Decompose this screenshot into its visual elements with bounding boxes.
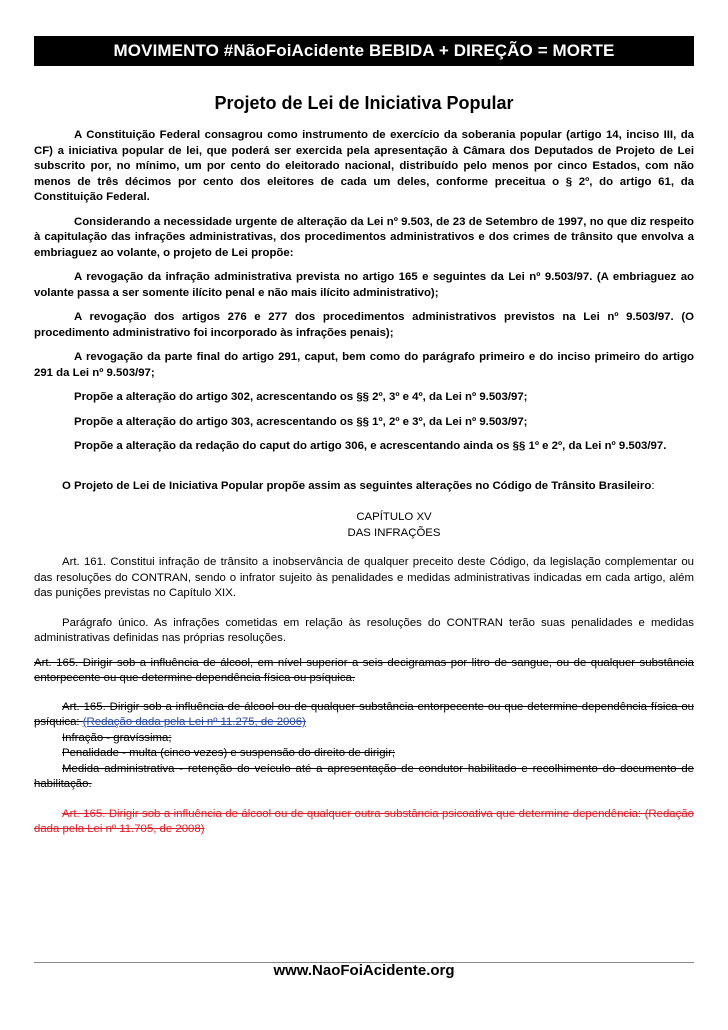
penalty-line: Penalidade - multa (cinco vezes) e suspensão do direito de dirigir;	[62, 747, 396, 759]
paragraph-alter-306: Propõe a alteração da redação do caput do artigo 306, e acrescentando ainda os §§ 1º e 2º, da Lei nº 9.503/97.	[74, 440, 667, 452]
infraction-line: Infração - gravíssima;	[62, 731, 172, 744]
chapter-number: CAPÍTULO XV	[356, 511, 432, 523]
banner-header: MOVIMENTO #NãoFoiAcidente BEBIDA + DIREÇÃO = MORTE	[34, 36, 694, 66]
paragraph-revoke-291: A revogação da parte final do artigo 291, caput, bem como do parágrafo primeiro e do inciso primeiro do artigo 291 da Lei nº 9.503/97;	[34, 351, 694, 379]
proposal-text: O Projeto de Lei de Iniciativa Popular propõe assim as seguintes alterações no Código de Trânsito Brasileiro	[62, 479, 652, 492]
paragraph-alter-303: Propõe a alteração do artigo 303, acrescentando os §§ 1º, 2º e 3º, da Lei nº 9.503/97;	[74, 415, 528, 428]
proposal-colon: :	[651, 479, 655, 492]
paragrafo-unico: Parágrafo único. As infrações cometidas em relação às resoluções do CONTRAN terão suas penalidades e medidas administrativas definidas nas próprias resoluções.	[34, 616, 694, 644]
paragraph-alter-302: Propõe a alteração do artigo 302, acrescentando os §§ 2º, 3º e 4º, da Lei nº 9.503/97;	[74, 391, 528, 403]
paragraph-considering: Considerando a necessidade urgente de alteração da Lei nº 9.503, de 23 de Setembro de 1997, no que diz respeito à capitulação das infrações administrativas, dos procedimentos administrativos e dos crimes de trânsito que envolva a embriaguez ao volante, o projeto de Lei propõe:	[34, 215, 694, 259]
page-title: Projeto de Lei de Iniciativa Popular	[214, 93, 514, 113]
article-161: Art. 161. Constitui infração de trânsito a inobservância de qualquer preceito deste Código, da legislação complementar ou das resoluções do CONTRAN, sendo o infrator sujeito às penalidades e medidas administrativas indicadas em cada artigo, além das punições previstas no Capítulo XIX.	[34, 556, 694, 599]
paragraph-proposal	[34, 479, 694, 495]
document-body	[34, 128, 694, 838]
paragraph-revoke-276-277: A revogação dos artigos 276 e 277 dos procedimentos administrativos previstos na Lei nº 9.503/97. (O procedimento administrativo foi incorporado às infrações penais);	[34, 311, 694, 339]
article-165-2008: Art. 165. Dirigir sob a influência de álcool ou de qualquer outra substância psicoativa que determine dependência: (Redação dada pela Lei nº 11.705, de 2008)	[34, 807, 694, 835]
article-165-2006	[34, 700, 694, 731]
paragraph-revoke-165: A revogação da infração administrativa prevista no artigo 165 e seguintes da Lei nº 9.503/97. (A embriaguez ao volante passa a ser somente ilícito penal e não mais ilícito administrativo);	[34, 271, 694, 299]
admin-measure-line: Medida administrativa - retenção do veículo até a apresentação de condutor habilitado e recolhimento do documento de habilitação.	[34, 762, 694, 790]
article-165-2006-text: Art. 165. Dirigir sob a influência de álcool ou de qualquer substância entorpecente ou que determine dependência física ou psíquica:	[34, 700, 694, 728]
law-11275-link[interactable]: (Redação dada pela Lei nº 11.275, de 2006)	[82, 716, 306, 728]
chapter-title: DAS INFRAÇÕES	[347, 526, 441, 539]
paragraph-constitution: A Constituição Federal consagrou como instrumento de exercício da soberania popular (artigo 14, inciso III, da CF) a iniciativa popular de lei, que poderá ser exercida pela apresentação à Câmara dos Deputados de Projeto de Lei subscrito por, no mínimo, um por cento do eleitorado nacional, distribuído pelo menos por cinco Estados, com não menos de três décimos por cento dos eleitores de cada um deles, conforme preceitua o § 2º, do artigo 61, da Constituição Federal.	[34, 129, 694, 203]
footer-url[interactable]: www.NaoFoiAcidente.org	[273, 962, 455, 979]
article-165-original: Art. 165. Dirigir sob a influência de álcool, em nível superior a seis decigramas por litro de sangue, ou de qualquer substância entorpecente ou que determine dependência física ou psíquica.	[34, 656, 694, 684]
